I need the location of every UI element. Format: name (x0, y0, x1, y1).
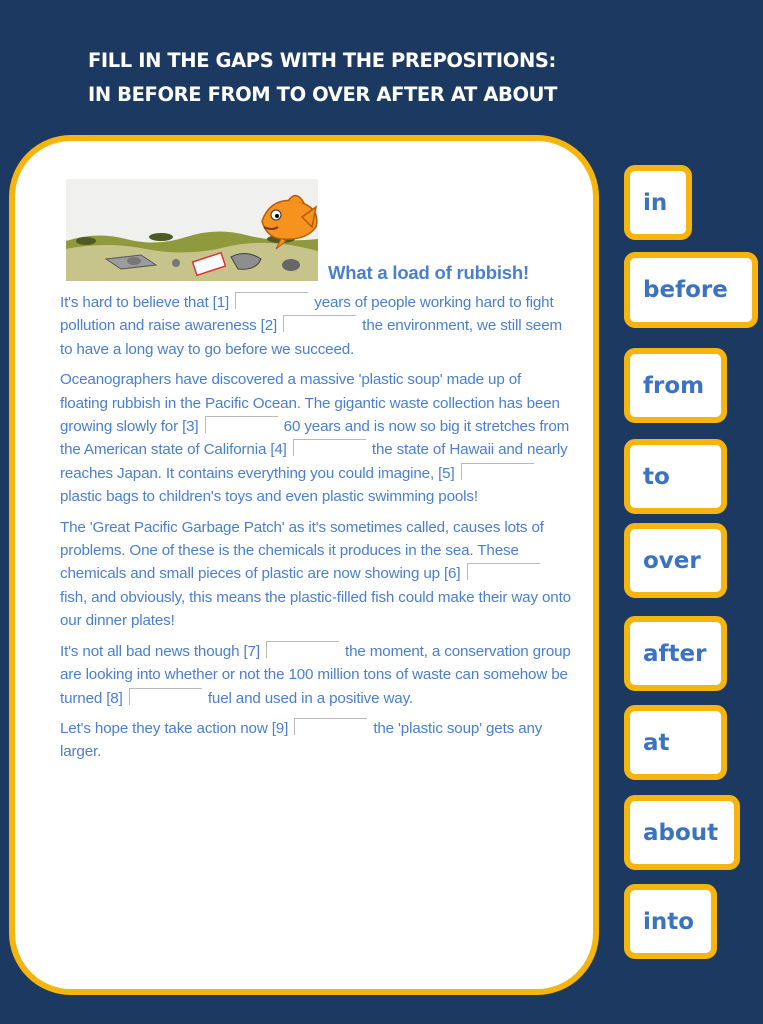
word-into[interactable]: into (624, 884, 717, 959)
word-over[interactable]: over (624, 523, 727, 598)
fish-rubbish-illustration (66, 179, 318, 281)
word-to[interactable]: to (624, 439, 727, 514)
gap-8[interactable] (129, 688, 202, 705)
word-after[interactable]: after (624, 616, 727, 691)
paragraph-3: The 'Great Pacific Garbage Patch' as it's sometimes called, causes lots of problems. One of these is the chemicals it produces in the sea. These chemicals and small pieces of plastic are now showing up [6] fish, and obviously, this means the plastic-filled fish could make their way onto our dinner plates! (60, 518, 571, 630)
paragraph-4: It's not all bad news though [7] the moment, a conservation group are looking into whether or not the 100 million tons of waste can somehow be turned [8] fuel and used in a positive way. (60, 642, 571, 707)
gap-3[interactable] (205, 416, 278, 433)
gap-9[interactable] (294, 718, 367, 735)
word-in[interactable]: in (624, 165, 692, 240)
gap-4[interactable] (293, 439, 366, 456)
word-about[interactable]: about (624, 795, 740, 870)
paragraph-5: Let's hope they take action now [9] the 'plastic soup' gets any larger. (60, 719, 543, 761)
word-before[interactable]: before (624, 252, 758, 328)
gap-5[interactable] (461, 463, 534, 480)
paragraph-1: It's hard to believe that [1] years of people working hard to fight pollution and raise awareness [2] the environment, we still seem to have a long way to go before we succeed. (60, 294, 563, 358)
story-card (9, 135, 599, 995)
gap-6[interactable] (467, 563, 540, 580)
instructions-line-1: FILL IN THE GAPS WITH THE PREPOSITIONS: (88, 49, 556, 72)
instructions-line-2: IN BEFORE FROM TO OVER AFTER AT ABOUT (88, 83, 557, 106)
instructions (88, 44, 557, 112)
word-from[interactable]: from (624, 348, 727, 423)
paragraph-2: Oceanographers have discovered a massive 'plastic soup' made up of floating rubbish in the Pacific Ocean. The gigantic waste collection has been growing slowly for [3] 60 years and is now so big it stretches from the American state of California [4] the state of Hawaii and nearly reaches Japan. It contains everything you could imagine, [5] plastic bags to children's toys and even plastic swimming pools! (60, 371, 570, 506)
gap-2[interactable] (283, 315, 356, 332)
gap-1[interactable] (235, 292, 308, 309)
story-title: What a load of rubbish! (328, 262, 529, 283)
word-at[interactable]: at (624, 705, 727, 780)
gap-7[interactable] (266, 641, 339, 658)
story-text (60, 291, 572, 771)
